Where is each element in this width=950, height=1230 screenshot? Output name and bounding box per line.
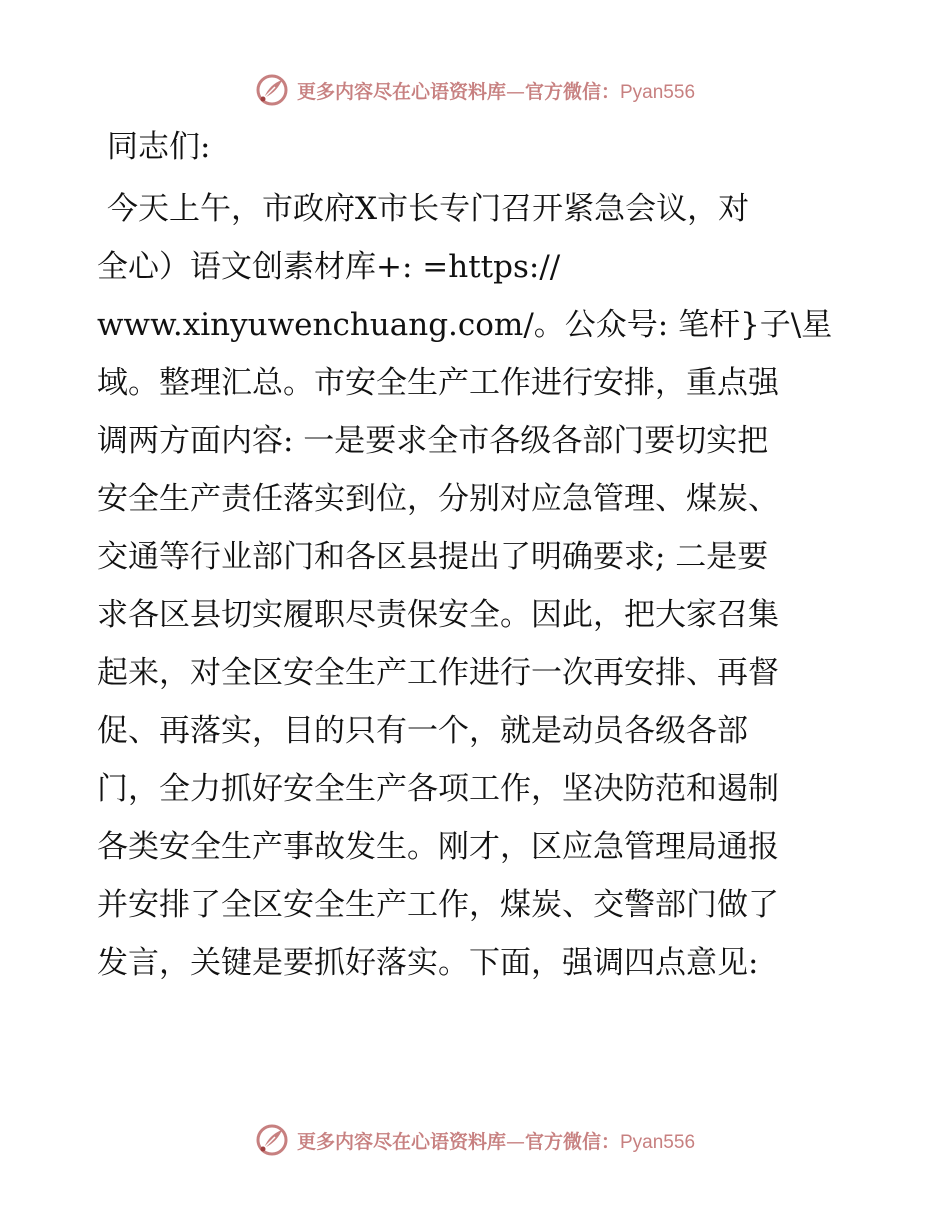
text-line: 各类安全生产事故发生。刚才，区应急管理局通报 (97, 829, 779, 865)
text-line: 调两方面内容: 一是要求全市各级各部门要切实把 (97, 423, 769, 459)
document-body (97, 118, 857, 992)
text-line: 并安排了全区安全生产工作，煤炭、交警部门做了 (97, 887, 779, 923)
text-line: 交通等行业部门和各区县提出了明确要求; 二是要 (97, 539, 769, 575)
text-line: 域。整理汇总。市安全生产工作进行安排，重点强 (97, 365, 779, 401)
text-line: 门，全力抓好安全生产各项工作，坚决防范和遏制 (97, 771, 779, 807)
text-line: 全心）语文创素材库+: =https:// (97, 249, 561, 285)
text-line: 今天上午，市政府X市长专门召开紧急会议，对 (107, 191, 750, 227)
watermark-text: 更多内容尽在心语资料库—官方微信：Pyan556 (296, 1130, 696, 1153)
feather-pen-icon (255, 1123, 289, 1157)
text-line: 求各区县切实履职尽责保安全。因此，把大家召集 (97, 597, 779, 633)
paragraph (97, 180, 857, 992)
footer-watermark (0, 1120, 950, 1160)
text-line: 发言，关键是要抓好落实。下面，强调四点意见: (97, 945, 759, 981)
salutation: 同志们: (107, 129, 211, 165)
feather-pen-icon (255, 73, 289, 107)
text-line: 安全生产责任落实到位，分别对应急管理、煤炭、 (97, 481, 779, 517)
text-line: www.xinyuwenchuang.com/。公众号: 笔杆}子\星 (97, 307, 833, 343)
text-line: 促、再落实，目的只有一个，就是动员各级各部 (97, 713, 748, 749)
watermark-text: 更多内容尽在心语资料库—官方微信：Pyan556 (296, 80, 696, 103)
header-watermark (0, 70, 950, 110)
text-line: 起来，对全区安全生产工作进行一次再安排、再督 (97, 655, 779, 691)
